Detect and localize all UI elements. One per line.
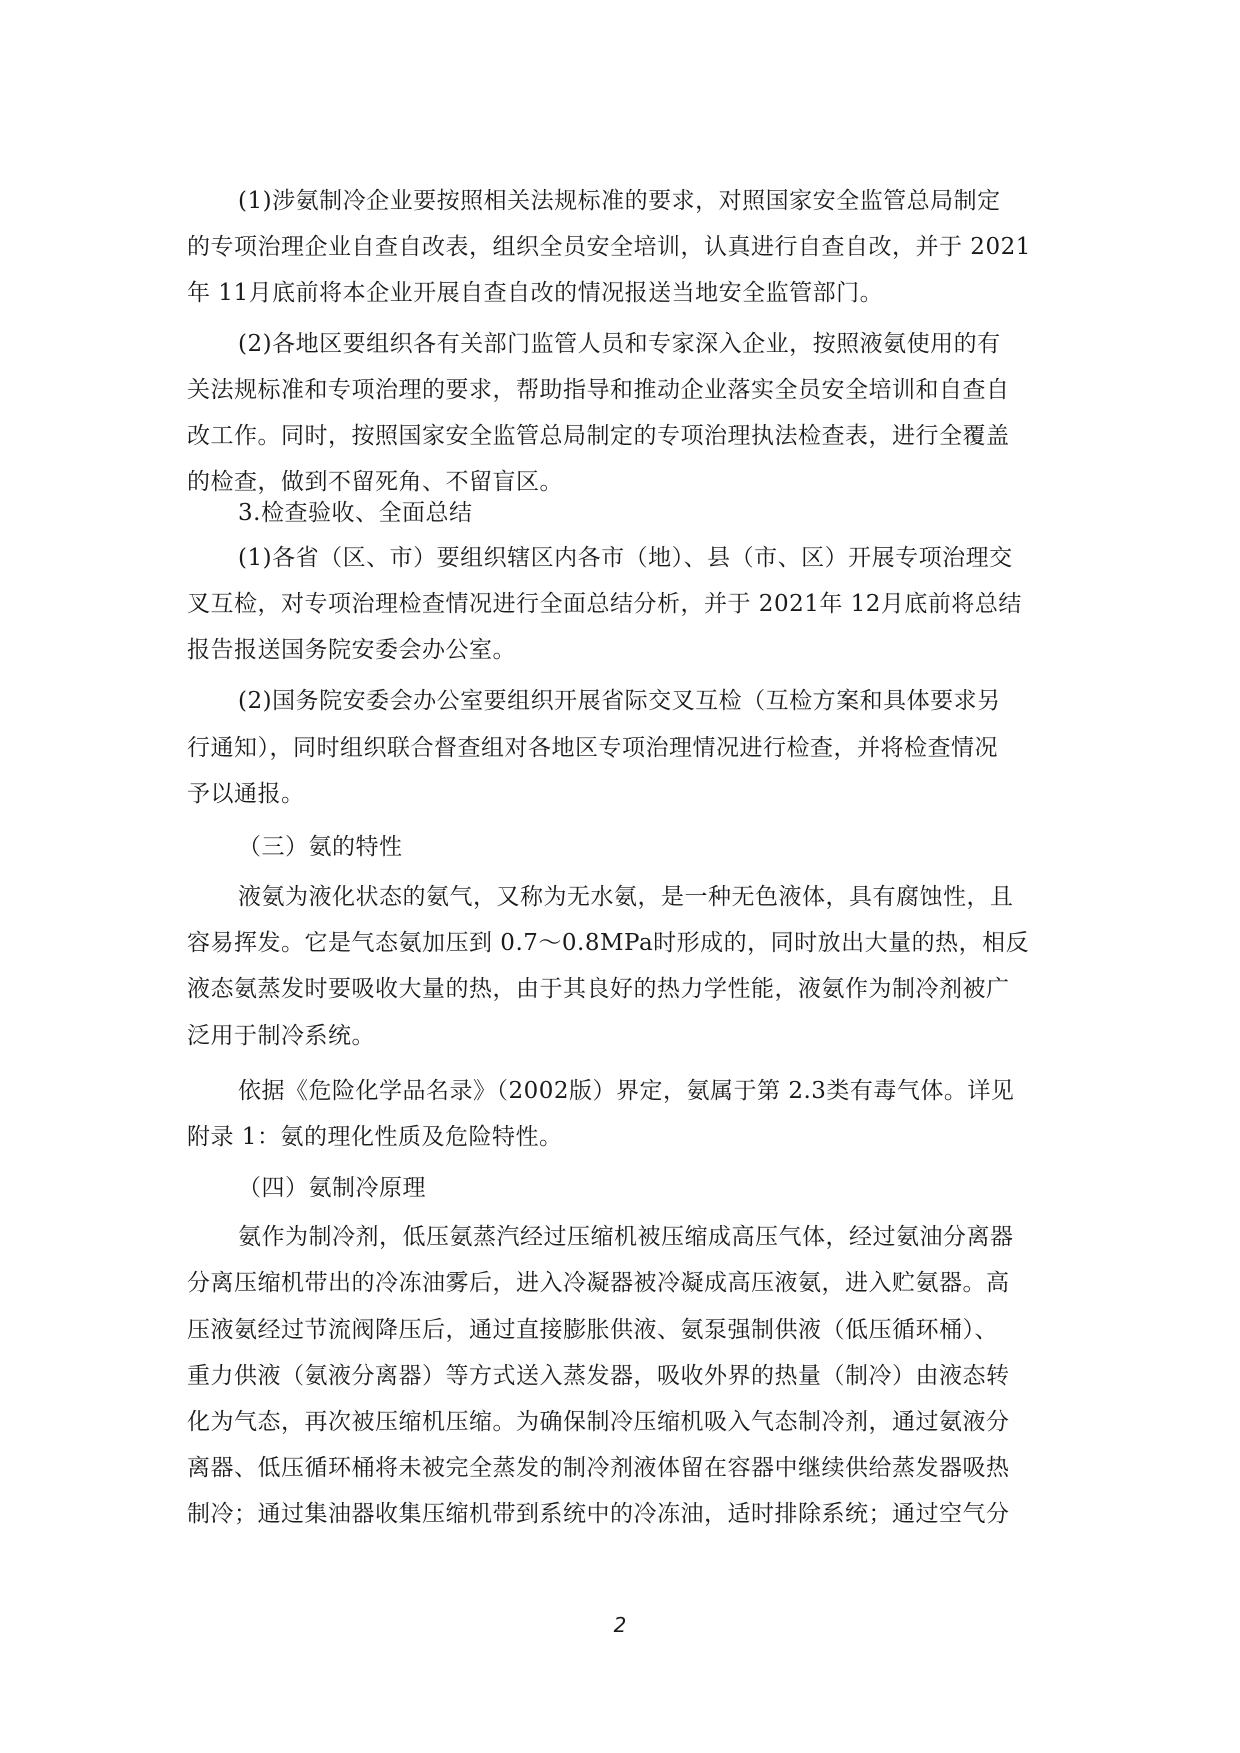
paragraph-line: 叉互检，对专项治理检查情况进行全面总结分析，并于 2021年 12月底前将总结	[187, 591, 1022, 617]
paragraph-line: 离器、低压循环桶将未被完全蒸发的制冷剂液体留在容器中继续供给蒸发器吸热	[187, 1455, 1010, 1481]
paragraph-line: 液态氨蒸发时要吸收大量的热，由于其良好的热力学性能，液氨作为制冷剂被广	[187, 976, 1010, 1002]
paragraph-line: 泛用于制冷系统。	[187, 1023, 375, 1049]
paragraph-line: (1)涉氨制冷企业要按照相关法规标准的要求，对照国家安全监管总局制定	[238, 188, 1001, 214]
paragraph-line: (2)各地区要组织各有关部门监管人员和专家深入企业，按照液氨使用的有	[238, 331, 1001, 357]
paragraph-line: 重力供液（氨液分离器）等方式送入蒸发器，吸收外界的热量（制冷）由液态转	[187, 1363, 1010, 1389]
paragraph-line: 附录 1：氨的理化性质及危险特性。	[187, 1124, 563, 1150]
paragraph-line: 制冷；通过集油器收集压缩机带到系统中的冷冻油，适时排除系统；通过空气分	[187, 1501, 1010, 1527]
paragraph-line: 年 11月底前将本企业开展自查自改的情况报送当地安全监管部门。	[187, 280, 884, 306]
paragraph-line: 报告报送国务院安委会办公室。	[187, 637, 516, 663]
paragraph-line: 改工作。同时，按照国家安全监管总局制定的专项治理执法检查表，进行全覆盖	[187, 423, 1010, 449]
paragraph-line: 的检查，做到不留死角、不留盲区。	[187, 469, 563, 495]
paragraph-line: 液氨为液化状态的氨气，又称为无水氨，是一种无色液体，具有腐蚀性，且	[238, 884, 1014, 910]
paragraph-line: 关法规标准和专项治理的要求，帮助指导和推动企业落实全员安全培训和自查自	[187, 377, 1010, 403]
paragraph-line: 的专项治理企业自查自改表，组织全员安全培训，认真进行自查自改，并于 2021	[187, 234, 1031, 260]
paragraph-line: 化为气态，再次被压缩机压缩。为确保制冷压缩机吸入气态制冷剂，通过氨液分	[187, 1409, 1010, 1435]
section-heading: （四）氨制冷原理	[238, 1175, 426, 1201]
paragraph-line: 予以通报。	[187, 781, 305, 807]
paragraph-line: (2)国务院安委会办公室要组织开展省际交叉互检（互检方案和具体要求另	[238, 688, 1001, 714]
page-number: 2	[613, 1613, 627, 1637]
paragraph-line: 压液氨经过节流阀降压后，通过直接膨胀供液、氨泵强制供液（低压循环桶）、	[187, 1317, 998, 1343]
paragraph-line: 分离压缩机带出的冷冻油雾后，进入冷凝器被冷凝成高压液氨，进入贮氨器。高	[187, 1270, 1010, 1296]
section-heading: （三）氨的特性	[238, 834, 403, 860]
section-heading: 3.检查验收、全面总结	[238, 500, 473, 526]
paragraph-line: 依据《危险化学品名录》（2002版）界定，氨属于第 2.3类有毒气体。详见	[238, 1078, 1015, 1104]
paragraph-line: 容易挥发。它是气态氨加压到 0.7～0.8MPa时形成的，同时放出大量的热，相反	[187, 930, 1030, 956]
paragraph-line: (1)各省（区、市）要组织辖区内各市（地）、县（市、区）开展专项治理交	[238, 545, 1013, 571]
paragraph-line: 氨作为制冷剂，低压氨蒸汽经过压缩机被压缩成高压气体，经过氨油分离器	[238, 1224, 1014, 1250]
paragraph-line: 行通知），同时组织联合督查组对各地区专项治理情况进行检查，并将检查情况	[187, 735, 998, 761]
